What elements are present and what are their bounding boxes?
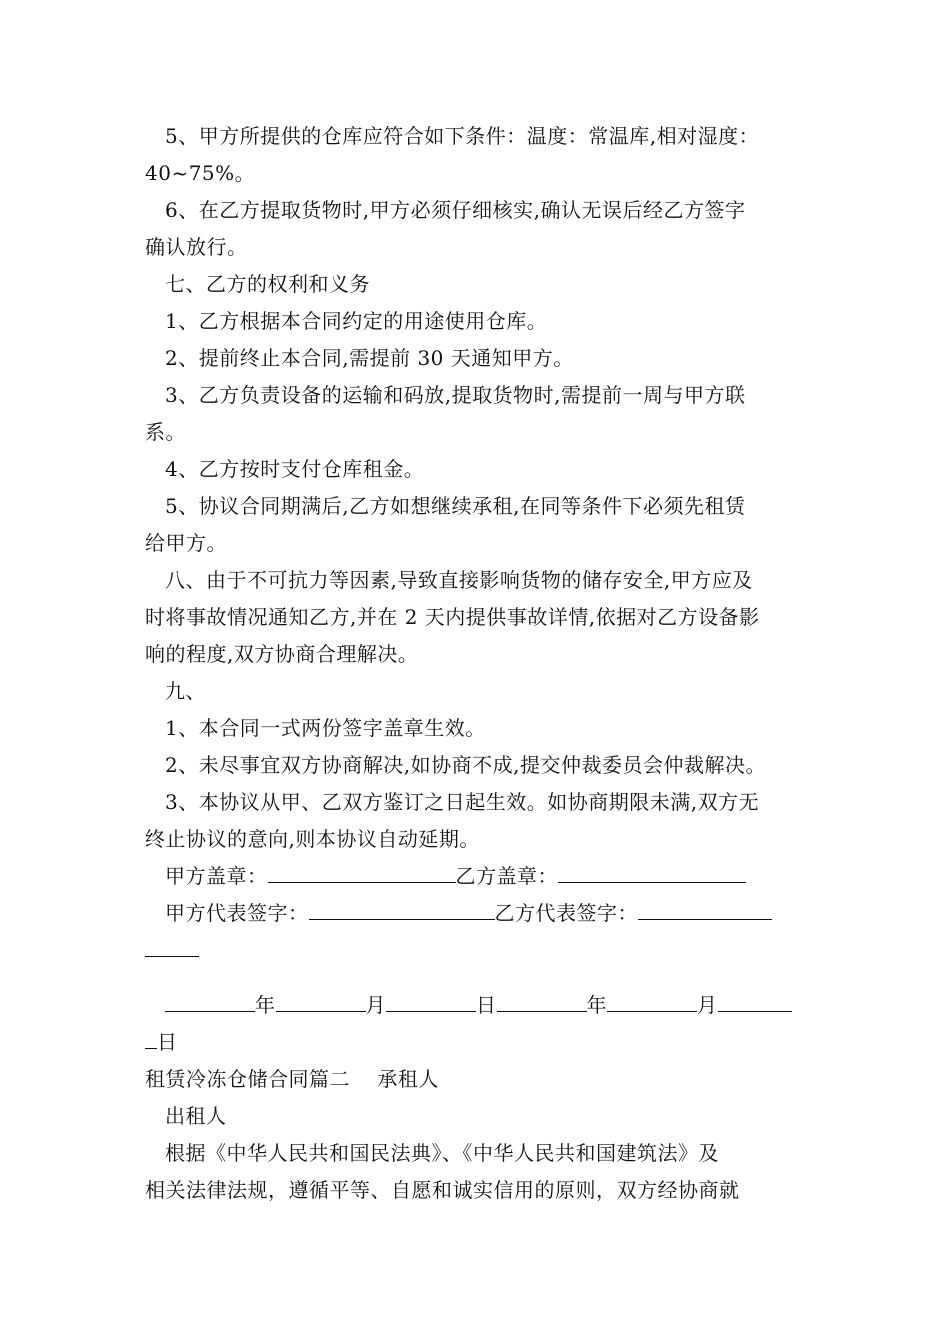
rep-sign-line-cont <box>145 932 809 969</box>
text-line: 根据《中华人民共和国民法典》、《中华人民共和国建筑法》及 <box>165 1141 719 1165</box>
year-blank-a <box>165 989 255 1012</box>
document-page <box>145 118 809 1209</box>
text-line: 响的程度,双方协商合理解决。 <box>145 642 419 666</box>
text-line: 1、本合同一式两份签字盖章生效。 <box>165 716 486 740</box>
text-line: 4、乙方按时支付仓库租金。 <box>165 457 425 481</box>
contract-body <box>145 118 809 858</box>
text-line: 相关法律法规，遵循平等、自愿和诚实信用的原则，双方经协商就 <box>145 1178 740 1202</box>
text-line: 确认放行。 <box>145 235 248 259</box>
month-blank-a <box>276 989 366 1012</box>
day-label-b: 日 <box>157 1030 178 1054</box>
text-line: 5、甲方所提供的仓库应符合如下条件：温度：常温库,相对湿度： <box>165 124 760 148</box>
party-b-rep-blank <box>638 897 772 920</box>
party-a-seal-label: 甲方盖章： <box>165 864 268 888</box>
text-line: 2、提前终止本合同,需提前 30 天通知甲方。 <box>165 346 574 370</box>
party-b-rep-label: 乙方代表签字： <box>494 901 638 925</box>
text-line: 系。 <box>145 420 186 444</box>
year-blank-b <box>497 989 587 1012</box>
party-a-rep-blank <box>309 897 495 920</box>
day-label-a: 日 <box>476 993 497 1017</box>
party-a-rep-label: 甲方代表签字： <box>165 901 309 925</box>
rep-sign-line <box>145 895 809 932</box>
text-line: 终止协议的意向,则本协议自动延期。 <box>145 827 480 851</box>
spacer <box>145 969 809 987</box>
day-blank-b <box>718 989 792 1012</box>
text-line: 给甲方。 <box>145 531 227 555</box>
text-line: 租赁冷冻仓储合同篇二 承租人 <box>145 1067 439 1091</box>
party-b-rep-blank-cont <box>145 934 199 957</box>
party-b-seal-label: 乙方盖章： <box>455 864 558 888</box>
text-line: 九、 <box>165 679 206 703</box>
text-line: 3、乙方负责设备的运输和码放,提取货物时,需提前一周与甲方联 <box>165 383 746 407</box>
text-line: 七、乙方的权利和义务 <box>165 272 370 296</box>
text-line: 40~75%。 <box>145 161 256 185</box>
day-blank-a <box>386 989 476 1012</box>
text-line: 2、未尽事宜双方协商解决,如协商不成,提交仲裁委员会仲裁解决。 <box>165 753 766 777</box>
month-label-b: 月 <box>697 993 718 1017</box>
text-line: 八、由于不可抗力等因素,导致直接影响货物的储存安全,甲方应及 <box>165 568 753 592</box>
party-b-seal-blank <box>558 860 746 883</box>
contract-part-two <box>145 1061 809 1209</box>
month-label-a: 月 <box>365 993 386 1017</box>
text-line: 5、协议合同期满后,乙方如想继续承租,在同等条件下必须先租赁 <box>165 494 746 518</box>
year-label-a: 年 <box>255 993 276 1017</box>
year-label-b: 年 <box>586 993 607 1017</box>
seal-line <box>145 858 809 895</box>
date-line <box>145 987 809 1024</box>
date-line-cont <box>145 1024 809 1061</box>
month-blank-b <box>607 989 697 1012</box>
party-a-seal-blank <box>268 860 456 883</box>
text-line: 时将事故情况通知乙方,并在 2 天内提供事故详情,依据对乙方设备影 <box>145 605 760 629</box>
text-line: 出租人 <box>165 1104 227 1128</box>
text-line: 1、乙方根据本合同约定的用途使用仓库。 <box>165 309 548 333</box>
text-line: 6、在乙方提取货物时,甲方必须仔细核实,确认无误后经乙方签字 <box>165 198 746 222</box>
day-blank-b-cont <box>145 1026 157 1049</box>
text-line: 3、本协议从甲、乙双方鉴订之日起生效。如协商期限未满,双方无 <box>165 790 760 814</box>
